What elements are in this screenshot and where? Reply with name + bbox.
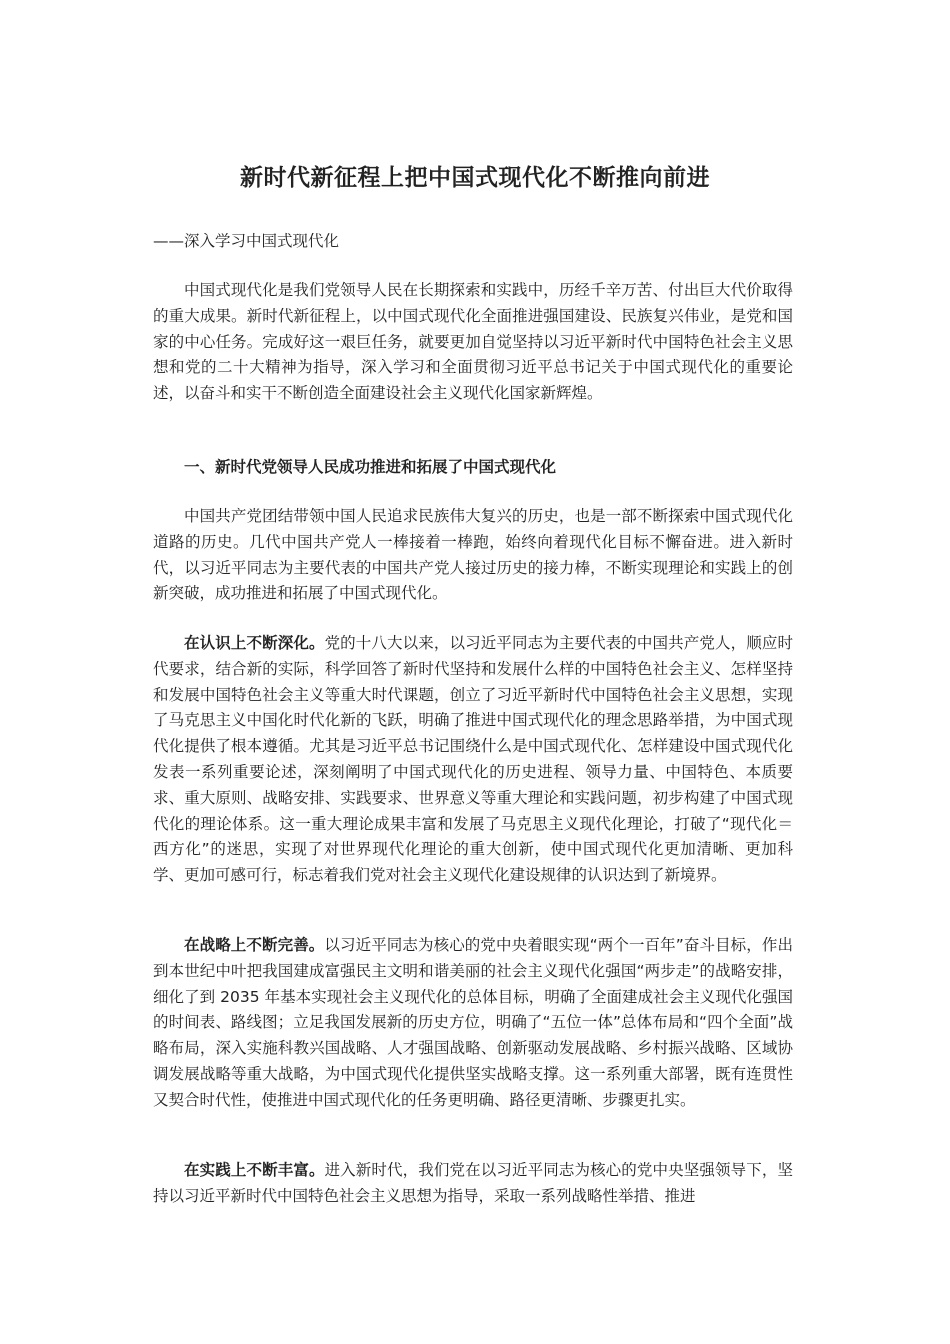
section-paragraph-1: 中国共产党团结带领中国人民追求民族伟大复兴的历史，也是一部不断探索中国式现代化道路的历史。几代中国共产党人一棒接着一棒跑，始终向着现代化目标不懈奋进。进入新时代，以习近平同志为主要代表的中国共产党人接过历史的接力棒，不断实现理论和实践上的创新突破，成功推进和拓展了中国式现代化。 bbox=[153, 507, 793, 603]
paragraph-lead-practice: 在实践上不断丰富。 bbox=[184, 1161, 325, 1179]
section-paragraph-3 bbox=[153, 933, 793, 1114]
section-paragraph-4 bbox=[153, 1158, 793, 1210]
paragraph-body-strategy: 以习近平同志为核心的党中央着眼实现“两个一百年”奋斗目标，作出到本世纪中叶把我国建成富强民主文明和谐美丽的社会主义现代化强国“两步走”的战略安排，细化了到 2035 年基本实现社会主义现代化的总体目标，明确了全面建成社会主义现代化强国的时间表、路线图；立足我国发展新的历史方位，明确了“五位一体”总体布局和“四个全面”战略布局，深入实施科教兴国战略、人才强国战略、创新驱动发展战略、乡村振兴战略、区域协调发展战略等重大战略，为中国式现代化提供坚实战略支撑。这一系列重大部署，既有连贯性又契合时代性，使推进中国式现代化的任务更明确、路径更清晰、步骤更扎实。 bbox=[153, 936, 793, 1109]
document-title: 新时代新征程上把中国式现代化不断推向前进 bbox=[240, 165, 710, 191]
paragraph-lead-strategy: 在战略上不断完善。 bbox=[184, 936, 325, 954]
section-heading: 一、新时代党领导人民成功推进和拓展了中国式现代化 bbox=[184, 458, 557, 476]
document-subtitle: ——深入学习中国式现代化 bbox=[153, 232, 340, 250]
intro-paragraph: 中国式现代化是我们党领导人民在长期探索和实践中，历经千辛万苦、付出巨大代价取得的重大成果。新时代新征程上，以中国式现代化全面推进强国建设、民族复兴伟业，是党和国家的中心任务。完成好这一艰巨任务，就要更加自觉坚持以习近平新时代中国特色社会主义思想和党的二十大精神为指导，深入学习和全面贯彻习近平总书记关于中国式现代化的重要论述，以奋斗和实干不断创造全面建设社会主义现代化国家新辉煌。 bbox=[153, 281, 793, 403]
paragraph-lead-understanding: 在认识上不断深化。 bbox=[184, 634, 325, 652]
paragraph-body-understanding: 党的十八大以来，以习近平同志为主要代表的中国共产党人，顺应时代要求，结合新的实际，科学回答了新时代坚持和发展什么样的中国特色社会主义、怎样坚持和发展中国特色社会主义等重大时代课题，创立了习近平新时代中国特色社会主义思想，实现了马克思主义中国化时代化新的飞跃，明确了推进中国式现代化的理念思路举措，为中国式现代化提供了根本遵循。尤其是习近平总书记围绕什么是中国式现代化、怎样建设中国式现代化发表一系列重要论述，深刻阐明了中国式现代化的历史进程、领导力量、中国特色、本质要求、重大原则、战略安排、实践要求、世界意义等重大理论和实践问题，初步构建了中国式现代化的理论体系。这一重大理论成果丰富和发展了马克思主义现代化理论，打破了“现代化＝西方化”的迷思，实现了对世界现代化理论的重大创新，使中国式现代化更加清晰、更加科学、更加可感可行，标志着我们党对社会主义现代化建设规律的认识达到了新境界。 bbox=[153, 634, 793, 885]
section-paragraph-2 bbox=[153, 631, 793, 889]
paragraph-body-practice: 进入新时代，我们党在以习近平同志为核心的党中央坚强领导下，坚持以习近平新时代中国特色社会主义思想为指导，采取一系列战略性举措、推进 bbox=[153, 1161, 793, 1205]
